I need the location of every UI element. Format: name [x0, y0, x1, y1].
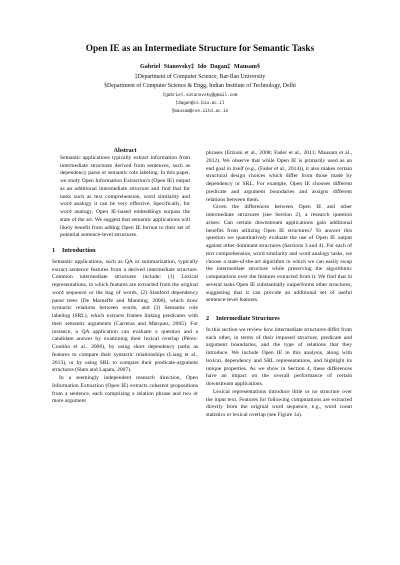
email-1: ‡gabriel.satanovsky@gmail.com [162, 93, 238, 98]
section-number: 2 [206, 315, 210, 322]
intro-paragraph-2: In a seemingly independent research direction, Open Information Extraction (Open IE) extracts coherent propositions from a sentence, each comprising a relation phrase and two or more argument [52, 375, 198, 405]
inter-paragraph-1: In this section we review how intermediate structures differ from each other, in terms of their imposed structure, predicate and argument boundaries, and the type of relations that they introduce. We include Open IE in this analysis, along with lexical, dependency and SRL representations, and highlight its unique properties. As we show in Section 4, these differences have an impact on the overall performance of certain downstream applications. [206, 326, 352, 387]
section-number: 1 [52, 247, 56, 254]
affiliation-2: §Department of Computer Science & Engg, Indian Institute of Technology, Delhi [104, 83, 296, 89]
section-title: Intermediate Structures [216, 315, 280, 322]
section-heading-introduction [52, 247, 198, 255]
email-3: §mausam@cse.iitd.ac.in [171, 109, 229, 114]
left-column [52, 147, 198, 406]
paper-title: Open IE as an Intermediate Structure for Semantic Tasks [85, 44, 315, 54]
author-line: Gabriel Stanovsky‡ Ido Dagan‡ Mausam§ [139, 63, 261, 70]
section-title: Introduction [62, 247, 96, 254]
abstract-text: Semantic applications typically extract information from intermediate structures derived from sentences, such as dependency parse or semantic role labeling. In this paper, we study Open Information Extraction's (Open IE) output as an additional intermediate structure and find that for tasks such as text comprehension, word similarity and word analogy it can be very effective. Specifically, for word analogy, Open IE-based embeddings surpass the state of the art. We suggest that semantic applications will likely benefit from adding Open IE format to their set of potential sentence-level structures. [60, 154, 190, 239]
inter-paragraph-2: Lexical representations introduce little or no structure over the input text. Features for following computations are extracted directly from the original word sequence, e.g., word count statistics or lexical overlap (see Figure 1a). [206, 388, 352, 418]
email-2: ‡dagan@cs.biu.ac.il [175, 101, 225, 106]
affiliation-1: ‡Department of Computer Science, Bar-Ilan University [134, 74, 266, 80]
intro-paragraph-3: Given the differences between Open IE and other intermediate structures (see Section 2), a research question arises: Can certain downstream applications gain additional benefits from utilizing Open IE structures? To answer this question we quantitatively evaluate the use of Open IE output against other dominant structures (Sections 3 and 4). For each of text comprehension, word similarity and word analogy tasks, we choose a state-of-the-art algorithm in which we can easily swap the intermediate structure while preserving the algorithmic computations over the features extracted from it. We find that in several tasks Open IE substantially outperforms other structures, suggesting that it can provide an additional set of useful sentence-level features. [206, 204, 352, 304]
abstract [52, 147, 198, 240]
section-heading-intermediate-structures [206, 315, 352, 323]
abstract-heading: Abstract [113, 147, 137, 154]
right-column [206, 150, 352, 420]
intro-paragraph-1: Semantic applications, such as QA or summarization, typically extract sentence features from a derived intermediate structure. Common intermediate structures include: (1) Lexical representations, in which features are extracted from the original word sequence or the bag of words, (2) Stanford dependency parse trees (De Marneffe and Manning, 2008), which draw syntactic relations between words, and (3) Semantic role labeling (SRL), which extracts frames linking predicates with their semantic arguments (Carreras and Màrquez, 2005). For instance, a QA application can evaluate a question and a candidate answer by examining their lexical overlap (Pérez-Coutiño et al., 2006), by using short dependency paths as features to compare their syntactic relationships (Liang et al., 2013), or by using SRL to compare their predicate-argument structures (Shen and Lapata, 2007). [52, 258, 198, 374]
intro-paragraph-2-continued: phrases (Etzioni et al., 2008; Fader et al., 2011; Mausam et al., 2012). We observe that while Open IE is primarily used as an end goal in itself (e.g., (Fader et al., 2014)), it also makes certain structural design choices which differ from those made by dependency or SRL. For example, Open IE chooses different predicate and argument boundaries and assigns different relations between them. [206, 150, 352, 203]
